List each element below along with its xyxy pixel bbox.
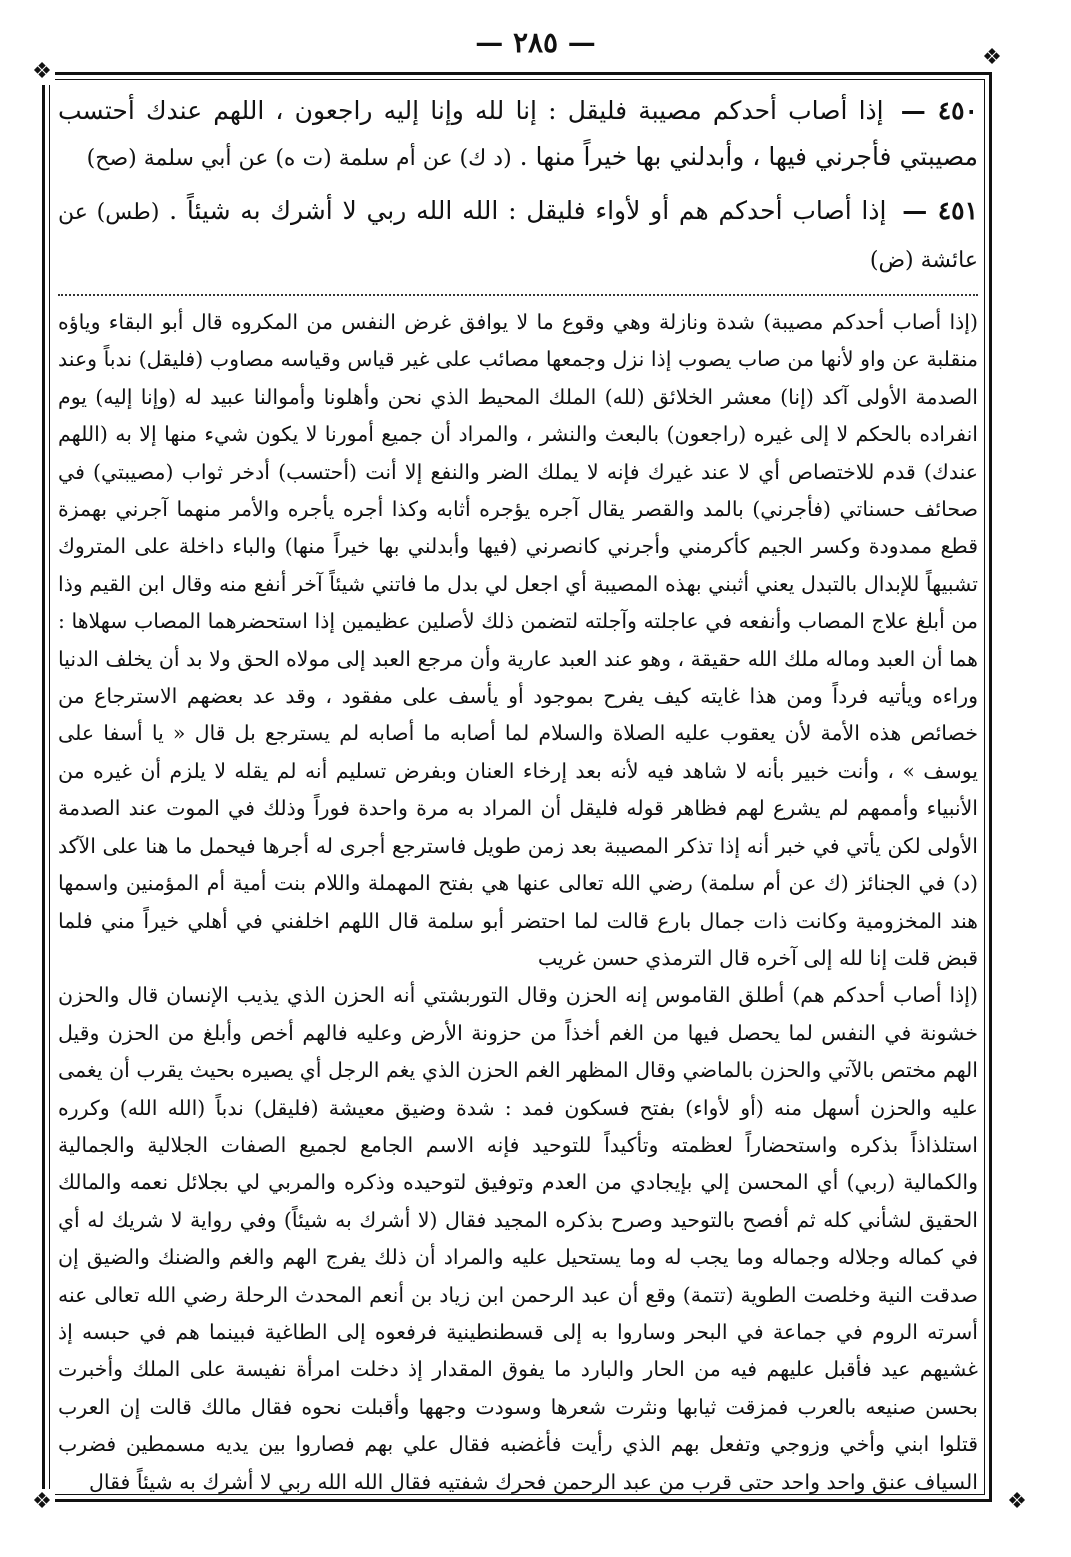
corner-ornament-icon: ❖	[979, 45, 1005, 71]
corner-ornament-icon: ❖	[29, 59, 55, 85]
hadith-451	[58, 188, 978, 284]
corner-ornament-icon: ❖	[1004, 1489, 1030, 1515]
section-divider	[58, 294, 978, 296]
commentary-paragraph-451: (إذا أصاب أحدكم هم) أطلق القاموس إنه الحزن وقال التوربشتي أنه الحزن الذي يذيب الإنسان قال والحزن خشونة في النفس لما يحصل فيها من الغم أخذاً من حزونة الأرض وعليه فالهم أخص وأبلغ من الحزن وقيل الهم مختص بالآتي والحزن بالماضي وقال المظهر الغم الحزن الذي يغم الرجل أي يصيره بحيث يقرب أن يغمى عليه والحزن أسهل منه (أو لأواء) بفتح فسكون فمد : شدة وضيق معيشة (فليقل) ندباً (الله الله) وكرره استلذاذاً بذكره واستحضاراً لعظمته وتأكيداً للتوحيد فإنه الاسم الجامع لجميع الصفات الجلالية والجمالية والكمالية (ربي) أي المحسن إلي بإيجادي من العدم وتوفيق لتوحيده وذكره والمربي لي بجلائل نعمه والمالك الحقيق لشأني كله ثم أفصح بالتوحيد وصرح بذكره المجيد فقال (لا أشرك به شيئاً) وفي رواية لا شريك له أي في كماله وجلاله وجماله وما يجب له وما يستحيل عليه والمراد أن ذلك يفرج الهم والغم والضنك والضيق إن صدقت النية وخلصت الطوية (تتمة) وقع أن عبد الرحمن ابن زياد بن أنعم المحدث الرحلة رضي الله تعالى عنه أسرته الروم في جماعة في البحر وساروا به إلى قسطنطينية فرفعوه إلى الطاغية فبينما هم في حبسه إذ غشيهم عيد فأقبل عليهم فيه من الحار والبارد ما يفوق المقدار إذ دخلت امرأة نفيسة على الملك وأخبرت بحسن صنيعه بالعرب فمزقت ثيابها ونثرت شعرها وسودت وجهها وأقبلت نحوه فقال مالك قالت إن العرب قتلوا ابني وأخي وزوجي وتفعل بهم الذي رأيت فأغضبه فقال علي بهم فصاروا بين يديه مسمطين فضرب السياف عنق واحد واحد حتى قرب من عبد الرحمن فحرك شفتيه فقال الله الله ربي لا أشرك به شيئاً فقال	[58, 983, 978, 1494]
hadith-number: ٤٥٠ —	[900, 96, 978, 125]
corner-ornament-icon: ❖	[29, 1489, 55, 1515]
commentary-section	[58, 304, 978, 1501]
hadith-text: إذا أصاب أحدكم مصيبة فليقل : إنا لله وإنا إليه راجعون ، اللهم عندك أحتسب مصيبتي فأجرني فيها ، وأبدلني بها خيراً منها .	[58, 96, 978, 171]
hadith-source: (د ك) عن أم سلمة (ت ه) عن أبي سلمة (صح)	[86, 146, 512, 171]
hadith-450	[58, 88, 978, 182]
hadith-text: إذا أصاب أحدكم هم أو لأواء فليقل : الله الله ربي لا أشرك به شيئاً .	[169, 196, 887, 225]
page-content	[58, 88, 978, 1501]
hadith-number: ٤٥١ —	[902, 196, 979, 225]
page-number: — ٢٨٥ —	[475, 26, 596, 59]
commentary-paragraph-450: (إذا أصاب أحدكم مصيبة) شدة ونازلة وهي وقوع ما لا يوافق غرض النفس من المكروه قال أبو البقاء وياؤه منقلبة عن واو لأنها من صاب يصوب إذا نزل وجمعها مصائب على غير قياس وقياسه مصاوب (فليقل) ندباً وعند الصدمة الأولى آكد (إنا) معشر الخلائق (لله) الملك المحيط الذي نحن وأهلونا وأموالنا عبيد له (وإنا إليه) يوم انفراده بالحكم لا إلى غيره (راجعون) بالبعث والنشر ، والمراد أن جميع أمورنا لا يكون شيء منها إلا به (اللهم عندك) قدم للاختصاص أي لا عند غيرك فإنه لا يملك الضر والنفع إلا أنت (أحتسب) أدخر ثواب (مصيبتي) في صحائف حسناتي (فأجرني) بالمد والقصر يقال آجره يؤجره أثابه وكذا أجره يأجره والأمر منهما آجرني بهمزة قطع ممدودة وكسر الجيم كأكرمني وأجرني كانصرني (فيها وأبدلني بها خيراً منها) والباء داخلة على المتروك تشبيهاً للإبدال بالتبدل يعني أثبني بهذه المصيبة أي اجعل لي بدل ما فاتني شيئاً آخر أنفع منه وقال ابن القيم وذا من أبلغ علاج المصاب وأنفعه في عاجلته وآجلته لتضمن ذلك لأصلين عظيمين إذا استحضرهما المصاب سهلاها : هما أن العبد وماله ملك الله حقيقة ، وهو عند العبد عارية وأن مرجع العبد إلى مولاه الحق ولا بد أن يخلف الدنيا وراءه ويأتيه فرداً ومن هذا غايته كيف يفرح بموجود أو يأسف على مفقود ، وقد عد بعضهم الاسترجاع من خصائص هذه الأمة لأن يعقوب عليه الصلاة والسلام لما أصابه ما أصابه لم يسترجع بل قال « يا أسفا على يوسف » ، وأنت خبير بأنه لا شاهد فيه لأنه بعد إرخاء العنان وبفرض تسليم أنه لم يقله لا يلزم أن غيره من الأنبياء وأممهم لم يشرع لهم فظاهر قوله فليقل أن المراد به مرة واحدة فوراً وذلك في الموت عند الصدمة الأولى لكن يأتي في خبر أنه إذا تذكر المصيبة بعد زمن طويل فاسترجع أجرى له أجرها فيحمل ما هنا على الآكد (د) في الجنائز (ك عن أم سلمة) رضي الله تعالى عنها هي بفتح المهملة واللام بنت أمية أم المؤمنين واسمها هند المخزومية وكانت ذات جمال بارع قالت لما احتضر أبو سلمة قال اللهم اخلفني في أهلي خيراً مني فلما قبض قلت إنا لله إلى آخره قال الترمذي حسن غريب	[58, 310, 978, 970]
hadith-source: (طس) عن عائشة (ض)	[58, 200, 978, 273]
